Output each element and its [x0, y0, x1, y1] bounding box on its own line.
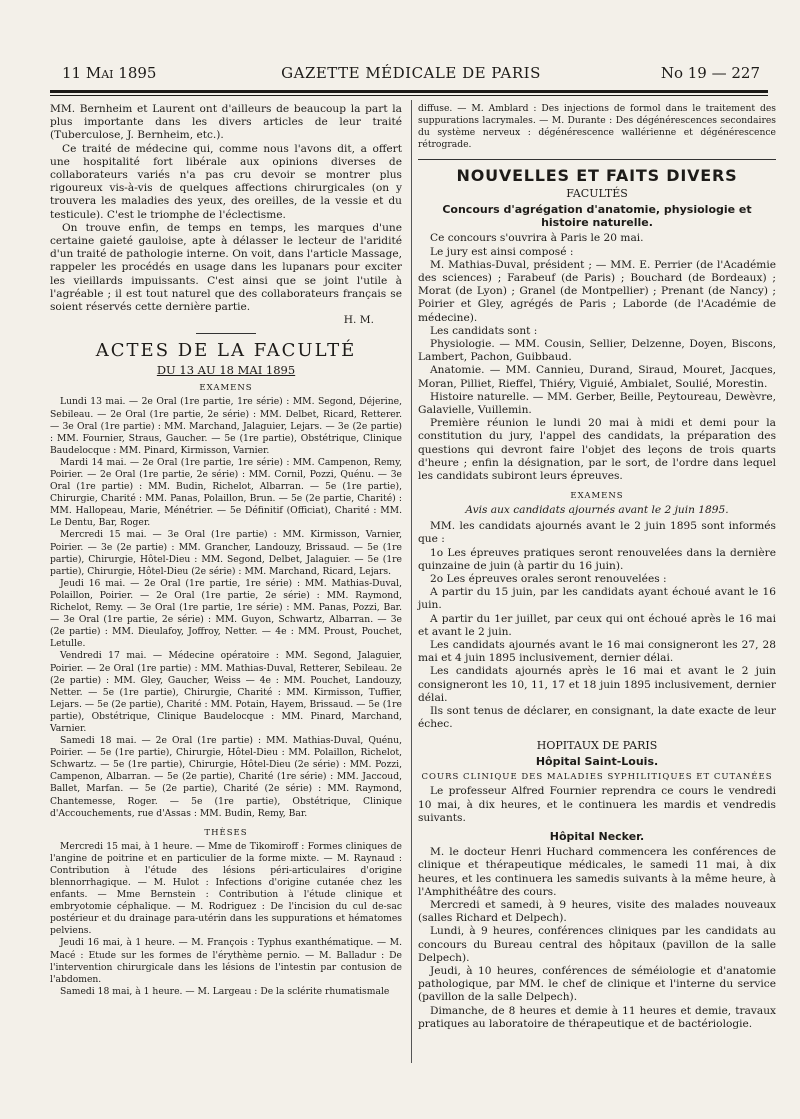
column-separator	[411, 100, 412, 1063]
concours-paragraph: Anatomie. — MM. Cannieu, Durand, Siraud, Mouret, Jacques, Moran, Pilliet, Rieffel, Thiéry, Viguié, Ambialet, Soulié, Morestin.	[418, 364, 776, 390]
examens-day: Mardi 14 mai. — 2e Oral (1re partie, 1re série) : MM. Campenon, Remy, Poirier. — 2e Oral (1re partie, 2e série) : MM. Cornil, Pozzi, Quénu. — 3e Oral (1re partie) : MM. Budin, Richelot, Albarran. — 5e (1re partie), Chirurgie, Charité : MM. Panas, Polaillon, Brun. — 5e (2e partie, Charité) : MM. Hallopeau, Marie, Ménétrier. — 5e Définitif (Officiat), Charité : MM. Le Dentu, Bar, Roger.	[50, 456, 402, 529]
avis-paragraph: 1o Les épreuves pratiques seront renouvelées dans la dernière quinzaine de juin (à partir du 16 juin).	[418, 546, 776, 572]
concours-paragraph: Première réunion le lundi 20 mai à midi et demi pour la constitution du jury, l'appel des candidats, la préparation des questions qui devront faire l'objet des leçons de trois quarts d'heure ; enfin la désignation, par le sort, de l'ordre dans lequel les candidats subiront leurs épreuves.	[418, 417, 776, 483]
avis-paragraph: Les candidats ajournés après le 16 mai et avant le 2 juin consigneront les 10, 11, 17 et 18 juin 1895 inclusivement, dernier délai.	[418, 665, 776, 704]
avis-title: Avis aux candidats ajournés avant le 2 juin 1895.	[465, 504, 729, 517]
issue-date: 11 Mai 1895	[62, 64, 157, 82]
necker-paragraph: Jeudi, à 10 heures, conférences de séméiologie et d'anatomie pathologique, par MM. le chef de clinique et l'interne du service (pavillon de la salle Delpech).	[418, 964, 776, 1004]
section-divider	[196, 333, 256, 334]
header-rule-thick	[50, 90, 768, 93]
review-signature: H. M.	[343, 314, 374, 327]
concours-paragraph: Histoire naturelle. — MM. Gerber, Beille, Peytoureau, Dewèvre, Galavielle, Vuillemin.	[418, 390, 776, 417]
right-column	[418, 103, 776, 1031]
avis-paragraph: A partir du 15 juin, par les candidats ayant échoué avant le 16 juin.	[418, 586, 776, 612]
theses-label: THÈSES	[204, 827, 248, 838]
examens-day: Lundi 13 mai. — 2e Oral (1re partie, 1re série) : MM. Segond, Déjerine, Sebileau. — 2e Oral (1re partie, 2e série) : MM. Delbet, Ricard, Retterer. — 3e Oral (1re partie) : MM. Marchand, Jalaguier, Lejars. — 3e (2e partie) : MM. Fournier, Straus, Gaucher. — 5e (1re partie), Obstétrique, Clinique Baudelocque : MM. Pinard, Kirmisson, Varnier.	[50, 396, 402, 456]
concours-paragraph: Ce concours s'ouvrira à Paris le 20 mai.	[430, 232, 644, 245]
saint-louis-title: Hôpital Saint-Louis.	[535, 755, 659, 769]
saint-louis-paragraph: Le professeur Alfred Fournier reprendra ce cours le vendredi 10 mai, à dix heures, et le continuera les mardis et vendredis suivants.	[418, 785, 776, 824]
theses-day: Jeudi 16 mai, à 1 heure. — M. François : Typhus exanthématique. — M. Macé : Etude sur les formes de l'érythème pernio. — M. Balladur : De l'intervention chirurgicale dans les lésions de l'intestin par contusion de l'abdomen.	[50, 937, 402, 985]
examens-day: Jeudi 16 mai. — 2e Oral (1re partie, 1re série) : MM. Mathias-Duval, Polaillon, Poirier. — 2e Oral (1re partie, 2e série) : MM. Raymond, Richelot, Remy. — 3e Oral (1re partie, 1re série) : MM. Panas, Pozzi, Bar. — 3e Oral (1re partie, 2e série) : MM. Guyon, Schwartz, Albarran. — 3e (2e partie) : MM. Dieulafoy, Joffroy, Netter. — 4e : MM. Proust, Pouchet, Letulle.	[50, 577, 402, 650]
concours-paragraph: Les candidats sont :	[430, 324, 538, 337]
concours-article	[418, 232, 776, 483]
review-paragraph: MM. Bernheim et Laurent ont d'ailleurs de beaucoup la part la plus importante dans les divers articles de leur traité (Tuberculose, J. Bernheim, etc.).	[50, 103, 402, 142]
concours-title: Concours d'agrégation d'anatomie, physiologie et histoire naturelle.	[442, 203, 752, 230]
necker-paragraph: Mercredi et samedi, à 9 heures, visite des malades nouveaux (salles Richard et Delpech).	[418, 898, 776, 925]
continuation-text: diffuse. — M. Amblard : Des injections de formol dans le traitement des suppurations lacrymales. — M. Durante : Des dégénérescences secondaires du système nerveux : dégénérescence wallérienne et dégénérescence rétrograde.	[418, 103, 776, 151]
avis-article	[418, 520, 776, 731]
publication-title: GAZETTE MÉDICALE DE PARIS	[281, 64, 541, 82]
hopitaux-label: HOPITAUX DE PARIS	[536, 739, 658, 753]
examens-day: Vendredi 17 mai. — Médecine opératoire : MM. Segond, Jalaguier, Poirier. — 2e Oral (1re partie) : MM. Mathias-Duval, Retterer, Sebileau. 2e (2e partie) : MM. Gley, Gaucher, Weiss — 4e : MM. Pouchet, Landouzy, Netter. — 5e (1re partie), Chirurgie, Charité : MM. Kirmisson, Tuffier, Lejars. — 5e (2e partie), Charité : MM. Potain, Hayem, Brissaud. — 5e (1re partie), Obstétrique, Clinique Baudelocque : MM. Pinard, Marchand, Varnier.	[50, 650, 402, 734]
review-article	[50, 103, 402, 327]
avis-paragraph: 2o Les épreuves orales seront renouvelées :	[430, 573, 667, 586]
concours-paragraph: M. Mathias-Duval, président ; — MM. E. Perrier (de l'Académie des sciences) ; Farabeuf (de Paris) ; Bouchard (de Bordeaux) ; Morat (de Lyon) ; Granel (de Montpellier) ; Prenant (de Nancy) ; Poirier et Gley, agrégés de Paris ; Laborde (de l'Académie de médecine).	[418, 258, 776, 324]
nouvelles-heading: NOUVELLES ET FAITS DIVERS	[456, 166, 738, 186]
facultes-label: FACULTÉS	[566, 187, 628, 201]
concours-paragraph: Physiologie. — MM. Cousin, Sellier, Delzenne, Doyen, Biscons, Lambert, Pachon, Guibbaud.	[418, 338, 776, 364]
header-rule-thin	[50, 95, 768, 96]
theses-day: Mercredi 15 mai, à 1 heure. — Mme de Tikomiroff : Formes cliniques de l'angine de poitrine et en particulier de la forme mixte. — M. Raynaud : Contribution à l'étude des lésions péri-articulaires d'origine blennorrhagique. — M. Hulot : Infections d'origine cutanée chez les enfants. — Mme Bernstein : Contribution à l'étude clinique et embryotomie céphalique. — M. Rodriguez : De l'incision du cul de-sac postérieur et du drainage para-utérin dans les suppurations et hématomes pelviens.	[50, 840, 402, 937]
page-header	[62, 64, 760, 86]
examens-label: EXAMENS	[199, 383, 253, 394]
examens-day: Samedi 18 mai. — 2e Oral (1re partie) : MM. Mathias-Duval, Quénu, Poirier. — 5e (1re partie), Chirurgie, Hôtel-Dieu : MM. Polaillon, Richelot, Schwartz. — 5e (1re partie), Chirurgie, Hôtel-Dieu (2e série) : MM. Pozzi, Campenon, Albarran. — 5e (2e partie), Charité (1re série) : MM. Jaccoud, Ballet, Marfan. — 5e (2e partie), Charité (2e série) : MM. Raymond, Chantemesse, Roger. — 5e (1re partie), Obstétrique, Clinique d'Accouchements, rue d'Assas : MM. Budin, Remy, Bar.	[50, 735, 402, 819]
actes-heading: ACTES DE LA FACULTÉ	[95, 340, 357, 362]
cours-label: COURS CLINIQUE DES MALADIES SYPHILITIQUES ET CUTANÉES	[421, 772, 773, 783]
theses-day: Samedi 18 mai, à 1 heure. — M. Largeau : De la sclérite rhumatismale	[60, 985, 390, 997]
necker-paragraph: M. le docteur Henri Huchard commencera les conférences de clinique et thérapeutique médicales, le samedi 11 mai, à dix heures, et les continuera les samedis suivants à la même heure, à l'Amphithéâtre des cours.	[418, 846, 776, 898]
avis-paragraph: Les candidats ajournés avant le 16 mai consigneront les 27, 28 mai et 4 juin 1895 inclusivement, dernier délai.	[418, 639, 776, 665]
examens-list	[50, 396, 402, 819]
section-divider	[418, 159, 776, 160]
examens-day: Mercredi 15 mai. — 3e Oral (1re partie) : MM. Kirmisson, Varnier, Poirier. — 3e (2e partie) : MM. Grancher, Landouzy, Brissaud. — 5e (1re partie), Chirurgie, Hôtel-Dieu : MM. Segond, Delbet, Jalaguier. — 5e (1re partie), Chirurgie, Hôtel-Dieu (2e série) : MM. Marchand, Ricard, Lejars.	[50, 529, 402, 577]
theses-list	[50, 841, 402, 998]
necker-title: Hôpital Necker.	[549, 830, 645, 844]
left-column	[50, 103, 402, 998]
necker-paragraph: Lundi, à 9 heures, conférences cliniques par les candidats au concours du Bureau central des hôpitaux (pavillon de la salle Delpech).	[418, 925, 776, 964]
necker-paragraph: Dimanche, de 8 heures et demie à 11 heures et demie, travaux pratiques au laboratoire de thérapeutique et de bactériologie.	[418, 1004, 776, 1030]
page-number: No 19 — 227	[660, 64, 760, 82]
concours-paragraph: Le jury est ainsi composé :	[430, 245, 574, 258]
actes-dates: DU 13 AU 18 MAI 1895	[156, 363, 296, 378]
theses-continuation	[418, 103, 776, 151]
avis-paragraph: Ils sont tenus de déclarer, en consignant, la date exacte de leur échec.	[418, 705, 776, 731]
saint-louis-article	[418, 785, 776, 825]
examens-label: EXAMENS	[570, 491, 624, 502]
avis-paragraph: A partir du 1er juillet, par ceux qui ont échoué après le 16 mai et avant le 2 juin.	[418, 612, 776, 638]
review-paragraph: On trouve enfin, de temps en temps, les marques d'une certaine gaieté gauloise, apte à délasser le lecteur de l'aridité d'un traité de pathologie interne. On voit, dans l'article Massage, rappeler les procédés en usage dans les lupanars pour exciter les vieillards impuissants. C'est ainsi que se joint l'utile à l'agréable ; il est tout naturel que des collaborateurs français se soient réservés cette dernière partie.	[50, 221, 402, 314]
avis-paragraph: MM. les candidats ajournés avant le 2 juin 1895 sont informés que :	[418, 520, 776, 546]
review-paragraph: Ce traité de médecine qui, comme nous l'avons dit, a offert une hospitalité fort libérale aux opinions diverses de collaborateurs variés n'a pas cru devoir se montrer plus rigoureux vis-à-vis de quelques affections chirurgicales (on y trouvera les maladies des yeux, des oreilles, de la vessie et du testicule). C'est le triomphe de l'éclectisme.	[50, 142, 402, 221]
necker-article	[418, 846, 776, 1031]
